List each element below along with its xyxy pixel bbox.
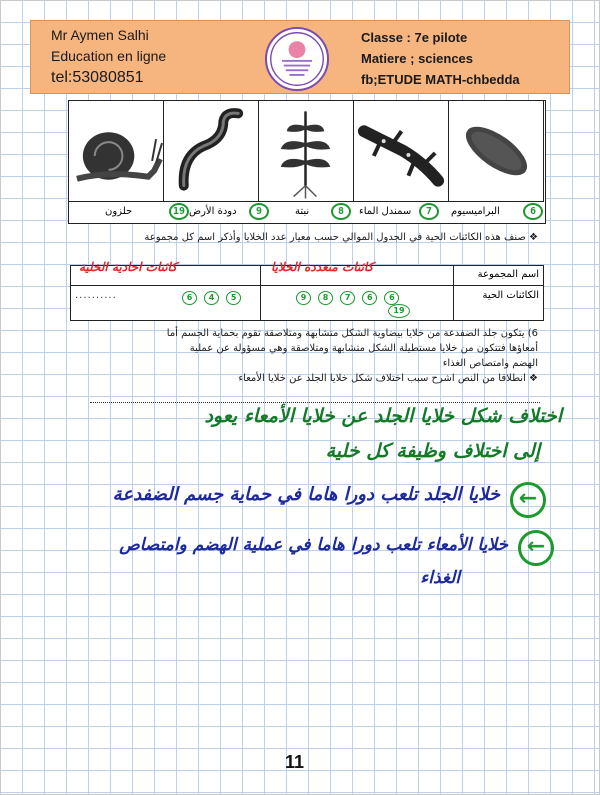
paramecium-icon [449,101,543,201]
multicellular-members [295,287,400,306]
school-logo [265,27,329,91]
header-subtitle: Education en ligne [51,48,167,64]
class-level: Classe : 7e pilote [361,30,468,45]
snail-cell [69,101,164,201]
paramecium-cell [449,101,544,201]
answer-dotted-line [90,402,540,403]
teacher-phone: tel:53080851 [51,69,144,86]
group-table [70,260,544,321]
earthworm-icon [164,101,258,201]
header-banner [30,20,570,94]
organisms-table [68,100,546,224]
number-circle: 7 [419,203,439,220]
organism-label-row [69,201,544,223]
member-circle: 8 [318,291,333,305]
member-circle: 6 [362,291,377,305]
class-info [361,27,551,90]
newt-cell [354,101,449,201]
member-circle: 9 [296,291,311,305]
plant-cell [259,101,354,201]
paragraph-line-2: أمعاؤها فتتكون من خلايا مستطيلة الشكل متشابهة ومتلاصقة وهي مسؤولة عن عملية [189,343,538,354]
group-table-header-col [453,266,543,320]
answer-line-1: اختلاف شكل خلايا الجلد عن خلايا الأمعاء يعود [204,405,562,427]
unicellular-dots: .......... [75,290,117,301]
snail-icon [69,101,163,201]
multicellular-group-name: كائنات متعددة الخلايا [271,260,374,274]
answer-bullet-1: خلايا الجلد تلعب دورا هاما في حماية جسم الضفدعة [112,484,500,505]
unicellular-group-name: كائنات احادية الخلية [79,260,177,274]
unicellular-members [181,287,242,306]
paragraph-line-3: الهضم وامتصاص الغذاء [442,358,538,369]
classification-instruction: ❖ صنف هذه الكائنات الحية في الجدول الموالي حسب معيار عدد الخلايا وأذكر اسم كل مجموعة [144,232,538,243]
member-circle: 7 [340,291,355,305]
newt-icon [354,101,448,201]
earthworm-cell [164,101,259,201]
living-beings-header: الكائنات الحية [482,290,539,301]
answer-line-2: إلى اختلاف وظيفة كل خلية [325,440,540,462]
question-paragraph [80,326,538,386]
number-circle: 6 [523,203,543,220]
plant-icon [259,101,353,201]
arrow-left-icon: ← [518,530,554,566]
paragraph-line-1: 6) يتكون جلد الضفدعة من خلايا بيضاوية الشكل متشابهة ومتلاصقة تقوم بحماية الجسم أما [166,328,538,339]
unicellular-column [71,260,261,320]
arrow-left-icon: ← [510,482,546,518]
member-circle: 5 [226,291,241,305]
subject: Matiere ; sciences [361,51,474,66]
member-circle-extra: 19 [388,304,410,318]
number-circle: 19 [169,203,189,220]
member-circle: 6 [384,291,399,305]
organism-label-plant: نبتة [295,206,310,217]
logo-emblem-icon [267,29,327,89]
number-circle: 9 [249,203,269,220]
number-circle: 8 [331,203,351,220]
teacher-name: Mr Aymen Salhi [51,27,149,43]
group-name-header: اسم المجموعة [477,269,539,280]
answer-bullet-2a: خلايا الأمعاء تلعب دورا هاما في عملية الهضم وامتصاص [119,535,508,555]
organism-label-paramecium: البراميسيوم [451,206,500,217]
organism-label-newt: سمندل الماء [359,206,412,217]
organism-label-snail: حلزون [105,206,133,217]
member-circle: 4 [204,291,219,305]
facebook-page: fb;ETUDE MATH-chbedda [361,72,520,87]
teacher-info [51,25,231,88]
organism-label-earthworm: دودة الأرض [189,206,237,217]
member-circle: 6 [182,291,197,305]
page-number: 11 [285,752,305,772]
answer-bullet-2b: الغذاء [420,568,460,588]
paragraph-line-4: ❖ انطلاقا من النص اشرح سبب اختلاف شكل خلايا الجلد عن خلايا الأمعاء [238,373,538,384]
